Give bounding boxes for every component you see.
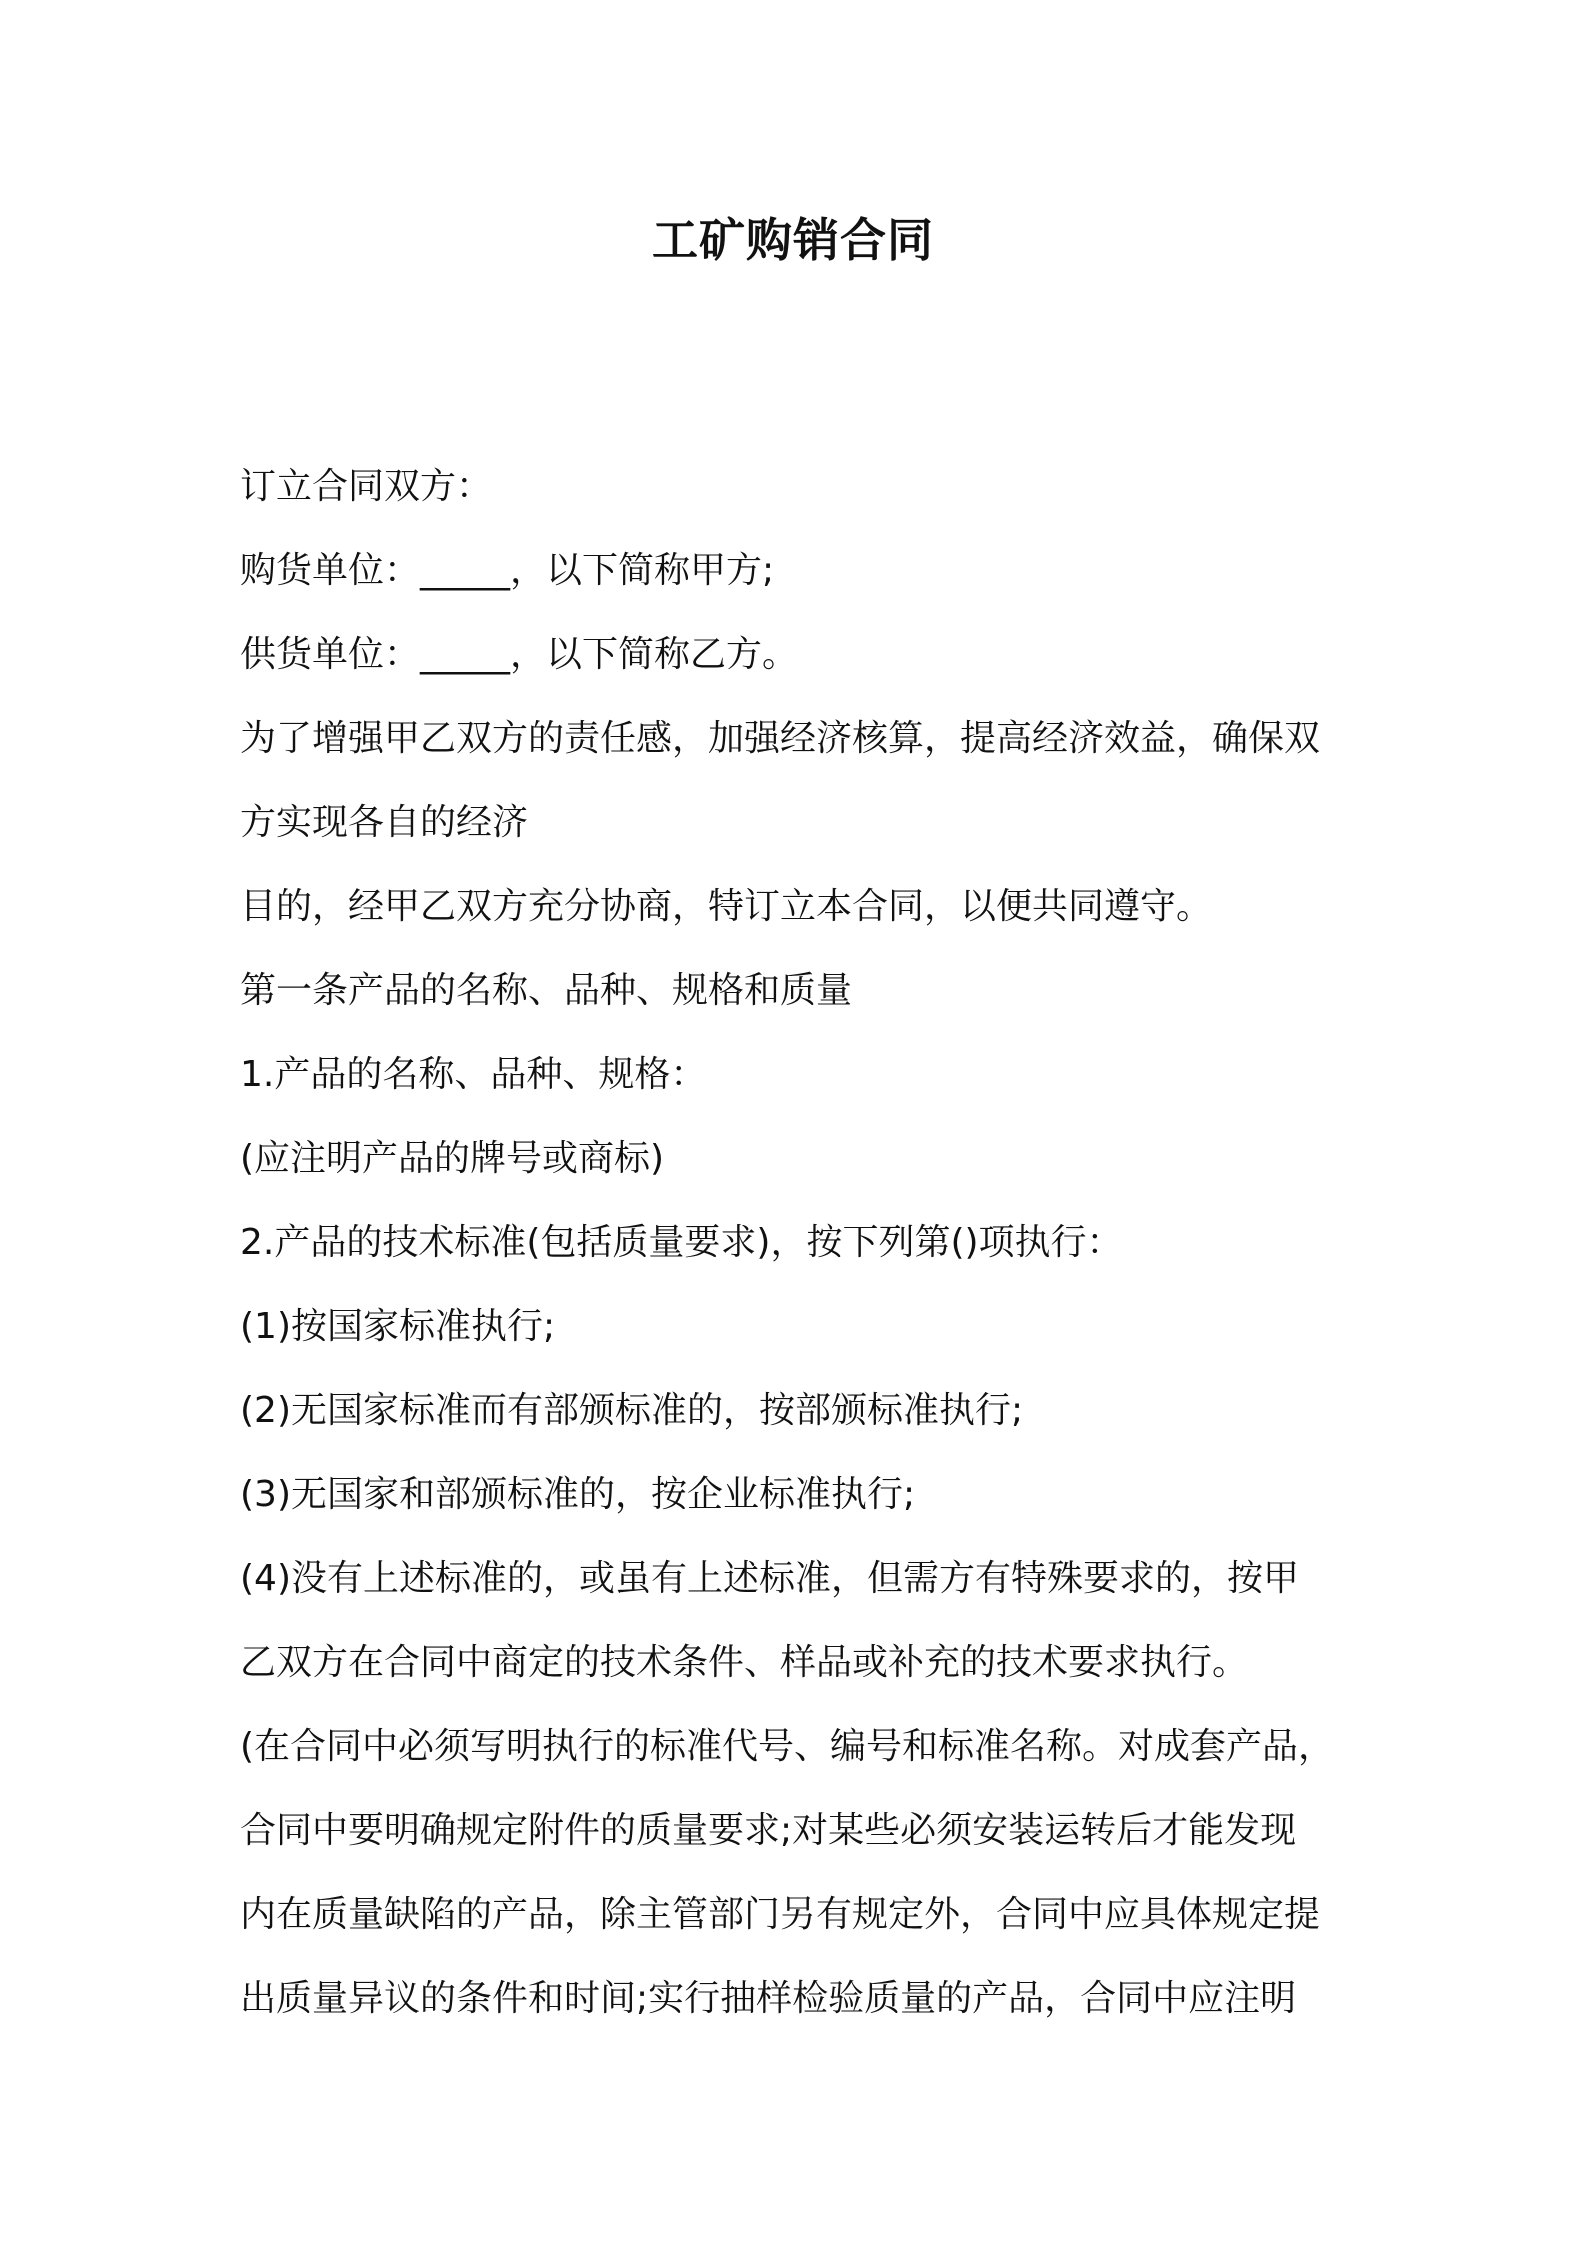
body-line: 目的，经甲乙双方充分协商，特订立本合同，以便共同遵守。	[240, 886, 1213, 927]
body-line: 合同中要明确规定附件的质量要求;对某些必须安装运转后才能发现	[240, 1810, 1297, 1851]
body-line: 方实现各自的经济	[240, 802, 529, 843]
body-line: 1.产品的名称、品种、规格：	[240, 1054, 707, 1095]
body-line: (在合同中必须写明执行的标准代号、编号和标准名称。对成套产品，	[240, 1726, 1335, 1767]
body-line: (2)无国家标准而有部颁标准的，按部颁标准执行;	[240, 1390, 1024, 1431]
body-line: 为了增强甲乙双方的责任感，加强经济核算，提高经济效益，确保双	[240, 718, 1321, 759]
body-line: 供货单位：_____，以下简称乙方。	[240, 634, 799, 675]
body-line: 第一条产品的名称、品种、规格和质量	[240, 970, 853, 1011]
body-line: 乙双方在合同中商定的技术条件、样品或补充的技术要求执行。	[240, 1642, 1249, 1683]
document-title: 工矿购销合同	[652, 213, 934, 267]
document-body	[240, 445, 1370, 2041]
body-line: (1)按国家标准执行;	[240, 1306, 556, 1347]
body-line: 出质量异议的条件和时间;实行抽样检验质量的产品，合同中应注明	[240, 1978, 1297, 2019]
body-line: 购货单位：_____，以下简称甲方;	[240, 550, 775, 591]
body-line: 订立合同双方：	[240, 466, 493, 507]
body-line: 2.产品的技术标准(包括质量要求)，按下列第()项执行：	[240, 1222, 1123, 1263]
body-line: 内在质量缺陷的产品，除主管部门另有规定外，合同中应具体规定提	[240, 1894, 1321, 1935]
body-line: (应注明产品的牌号或商标)	[240, 1138, 665, 1179]
body-line: (3)无国家和部颁标准的，按企业标准执行;	[240, 1474, 916, 1515]
body-line: (4)没有上述标准的，或虽有上述标准，但需方有特殊要求的，按甲	[240, 1558, 1299, 1599]
